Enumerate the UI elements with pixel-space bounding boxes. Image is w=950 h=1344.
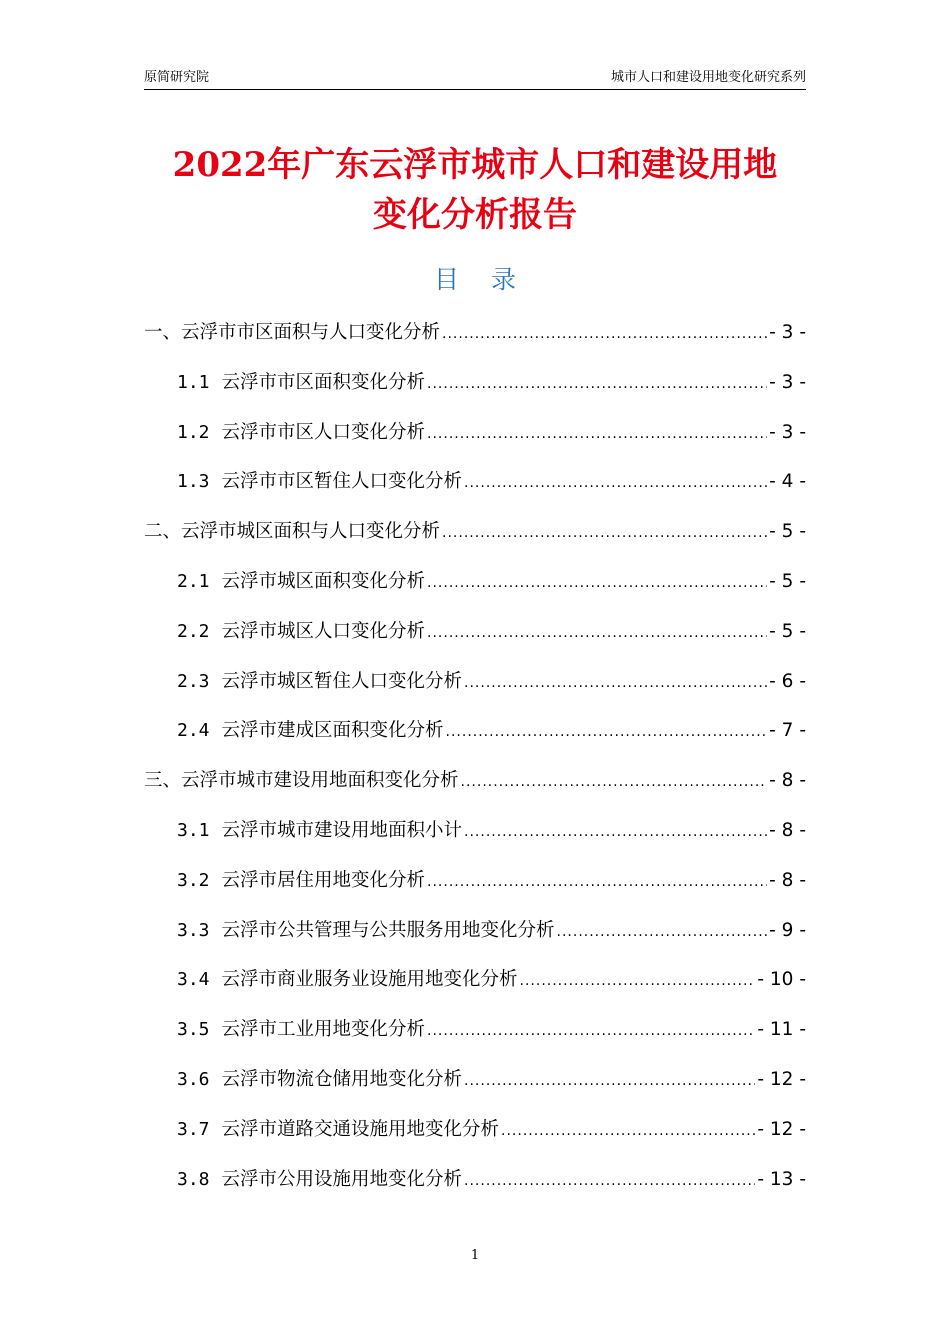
toc-section-link[interactable] <box>144 758 806 808</box>
toc-entry-title: 云浮市居住用地变化分析 <box>221 869 426 891</box>
header-series-name: 城市人口和建设用地变化研究系列 <box>610 70 806 85</box>
toc-dot-leader <box>464 660 767 706</box>
toc-subsection-link[interactable] <box>144 1057 806 1107</box>
toc-entry-title: 云浮市商业服务业设施用地变化分析 <box>221 969 518 991</box>
toc-entry-page: - 8 - <box>769 770 806 792</box>
toc-entry-number: 1.3 <box>177 471 210 493</box>
toc-entry-number: 3.8 <box>177 1168 210 1190</box>
toc-entry-title: 云浮市公共管理与公共服务用地变化分析 <box>221 919 555 941</box>
toc-entry-number: 3.1 <box>177 819 210 841</box>
toc-subsection-link[interactable] <box>144 1007 806 1057</box>
toc-entry-page: - 5 - <box>769 521 806 543</box>
toc-dot-leader <box>464 809 767 855</box>
toc-entry-title: 一、云浮市市区面积与人口变化分析 <box>144 322 441 343</box>
toc-subsection-link[interactable] <box>144 659 806 709</box>
header-org-name: 原简研究院 <box>144 70 210 85</box>
document-title-line-2: 变化分析报告 <box>373 195 577 235</box>
toc-entry-page: - 5 - <box>769 620 806 642</box>
page-number: 1 <box>470 1248 480 1263</box>
toc-dot-leader <box>464 1158 755 1204</box>
toc-subsection-link[interactable] <box>144 708 806 758</box>
toc-dot-leader <box>427 361 767 407</box>
toc-dot-leader <box>461 759 768 805</box>
toc-entry-number: 2.1 <box>177 570 210 592</box>
document-title-line-1: 2022年广东云浮市城市人口和建设用地 <box>172 145 778 185</box>
toc-dot-leader <box>520 958 756 1004</box>
toc-entry-title: 云浮市城区暂住人口变化分析 <box>221 670 463 692</box>
page-header <box>144 68 806 88</box>
header-divider <box>144 89 806 90</box>
toc-dot-leader <box>427 1008 755 1054</box>
toc-entry-page: - 3 - <box>769 371 806 393</box>
toc-entry-number: 3.6 <box>177 1068 210 1090</box>
toc-heading: 目 录 <box>434 265 528 294</box>
toc-entry-title: 三、云浮市城市建设用地面积变化分析 <box>144 770 459 792</box>
toc-entry-title: 云浮市城区人口变化分析 <box>221 620 426 642</box>
toc-dot-leader <box>501 1108 755 1154</box>
toc-section-link[interactable] <box>144 509 806 559</box>
toc-entry-number: 1.1 <box>177 371 210 393</box>
toc-entry-page: - 7 - <box>769 720 806 742</box>
toc-dot-leader <box>446 709 768 755</box>
toc-entry-title: 二、云浮市城区面积与人口变化分析 <box>144 521 441 543</box>
toc-entry-title: 云浮市公用设施用地变化分析 <box>221 1168 463 1190</box>
toc-entry-title: 云浮市物流仓储用地变化分析 <box>221 1068 463 1090</box>
toc-entry-page: - 12 - <box>757 1118 806 1140</box>
toc-subsection-link[interactable] <box>144 410 806 460</box>
toc-entry-number: 2.4 <box>177 720 210 742</box>
toc-subsection-link[interactable] <box>144 1107 806 1157</box>
toc-entry-page: - 8 - <box>769 869 806 891</box>
toc-entry-number: 3.4 <box>177 969 210 991</box>
toc-entry-number: 3.2 <box>177 869 210 891</box>
toc-dot-leader <box>442 311 767 357</box>
toc-subsection-link[interactable] <box>144 1157 806 1207</box>
toc-entry-page: - 6 - <box>769 670 806 692</box>
toc-entry-title: 云浮市市区暂住人口变化分析 <box>221 471 463 493</box>
toc-dot-leader <box>427 610 767 656</box>
toc-subsection-link[interactable] <box>144 360 806 410</box>
toc-entry-title: 云浮市市区人口变化分析 <box>221 421 426 443</box>
toc-dot-leader <box>427 411 767 457</box>
toc-entry-page: - 11 - <box>757 1019 806 1041</box>
toc-entry-page: - 3 - <box>769 322 806 343</box>
toc-subsection-link[interactable] <box>144 459 806 509</box>
toc-dot-leader <box>464 1058 755 1104</box>
toc-entry-number: 2.2 <box>177 620 210 642</box>
toc-dot-leader <box>427 859 767 905</box>
table-of-contents <box>144 310 806 1206</box>
toc-subsection-link[interactable] <box>144 908 806 958</box>
toc-entry-title: 云浮市工业用地变化分析 <box>221 1019 426 1041</box>
toc-entry-title: 云浮市市区面积变化分析 <box>221 371 426 393</box>
toc-entry-number: 3.7 <box>177 1118 210 1140</box>
toc-dot-leader <box>464 460 767 506</box>
toc-dot-leader <box>557 909 768 955</box>
toc-entry-number: 3.5 <box>177 1019 210 1041</box>
toc-entry-number: 1.2 <box>177 421 210 443</box>
toc-entry-page: - 13 - <box>757 1168 806 1190</box>
toc-entry-number: 3.3 <box>177 919 210 941</box>
toc-subsection-link[interactable] <box>144 559 806 609</box>
toc-entry-page: - 3 - <box>769 421 806 443</box>
toc-entry-title: 云浮市城市建设用地面积小计 <box>221 819 463 841</box>
toc-subsection-link[interactable] <box>144 808 806 858</box>
toc-entry-number: 2.3 <box>177 670 210 692</box>
toc-entry-page: - 4 - <box>769 471 806 493</box>
toc-subsection-link[interactable] <box>144 957 806 1007</box>
toc-subsection-link[interactable] <box>144 609 806 659</box>
toc-entry-title: 云浮市城区面积变化分析 <box>221 570 426 592</box>
toc-dot-leader <box>427 560 767 606</box>
toc-entry-page: - 8 - <box>769 819 806 841</box>
toc-entry-title: 云浮市道路交通设施用地变化分析 <box>221 1118 500 1140</box>
toc-entry-page: - 10 - <box>757 969 806 991</box>
toc-subsection-link[interactable] <box>144 858 806 908</box>
toc-entry-page: - 5 - <box>769 570 806 592</box>
toc-entry-title: 云浮市建成区面积变化分析 <box>221 720 444 742</box>
toc-entry-page: - 9 - <box>769 919 806 941</box>
toc-section-link[interactable] <box>144 310 806 360</box>
toc-entry-page: - 12 - <box>757 1068 806 1090</box>
toc-dot-leader <box>442 510 767 556</box>
document-title <box>120 140 830 240</box>
